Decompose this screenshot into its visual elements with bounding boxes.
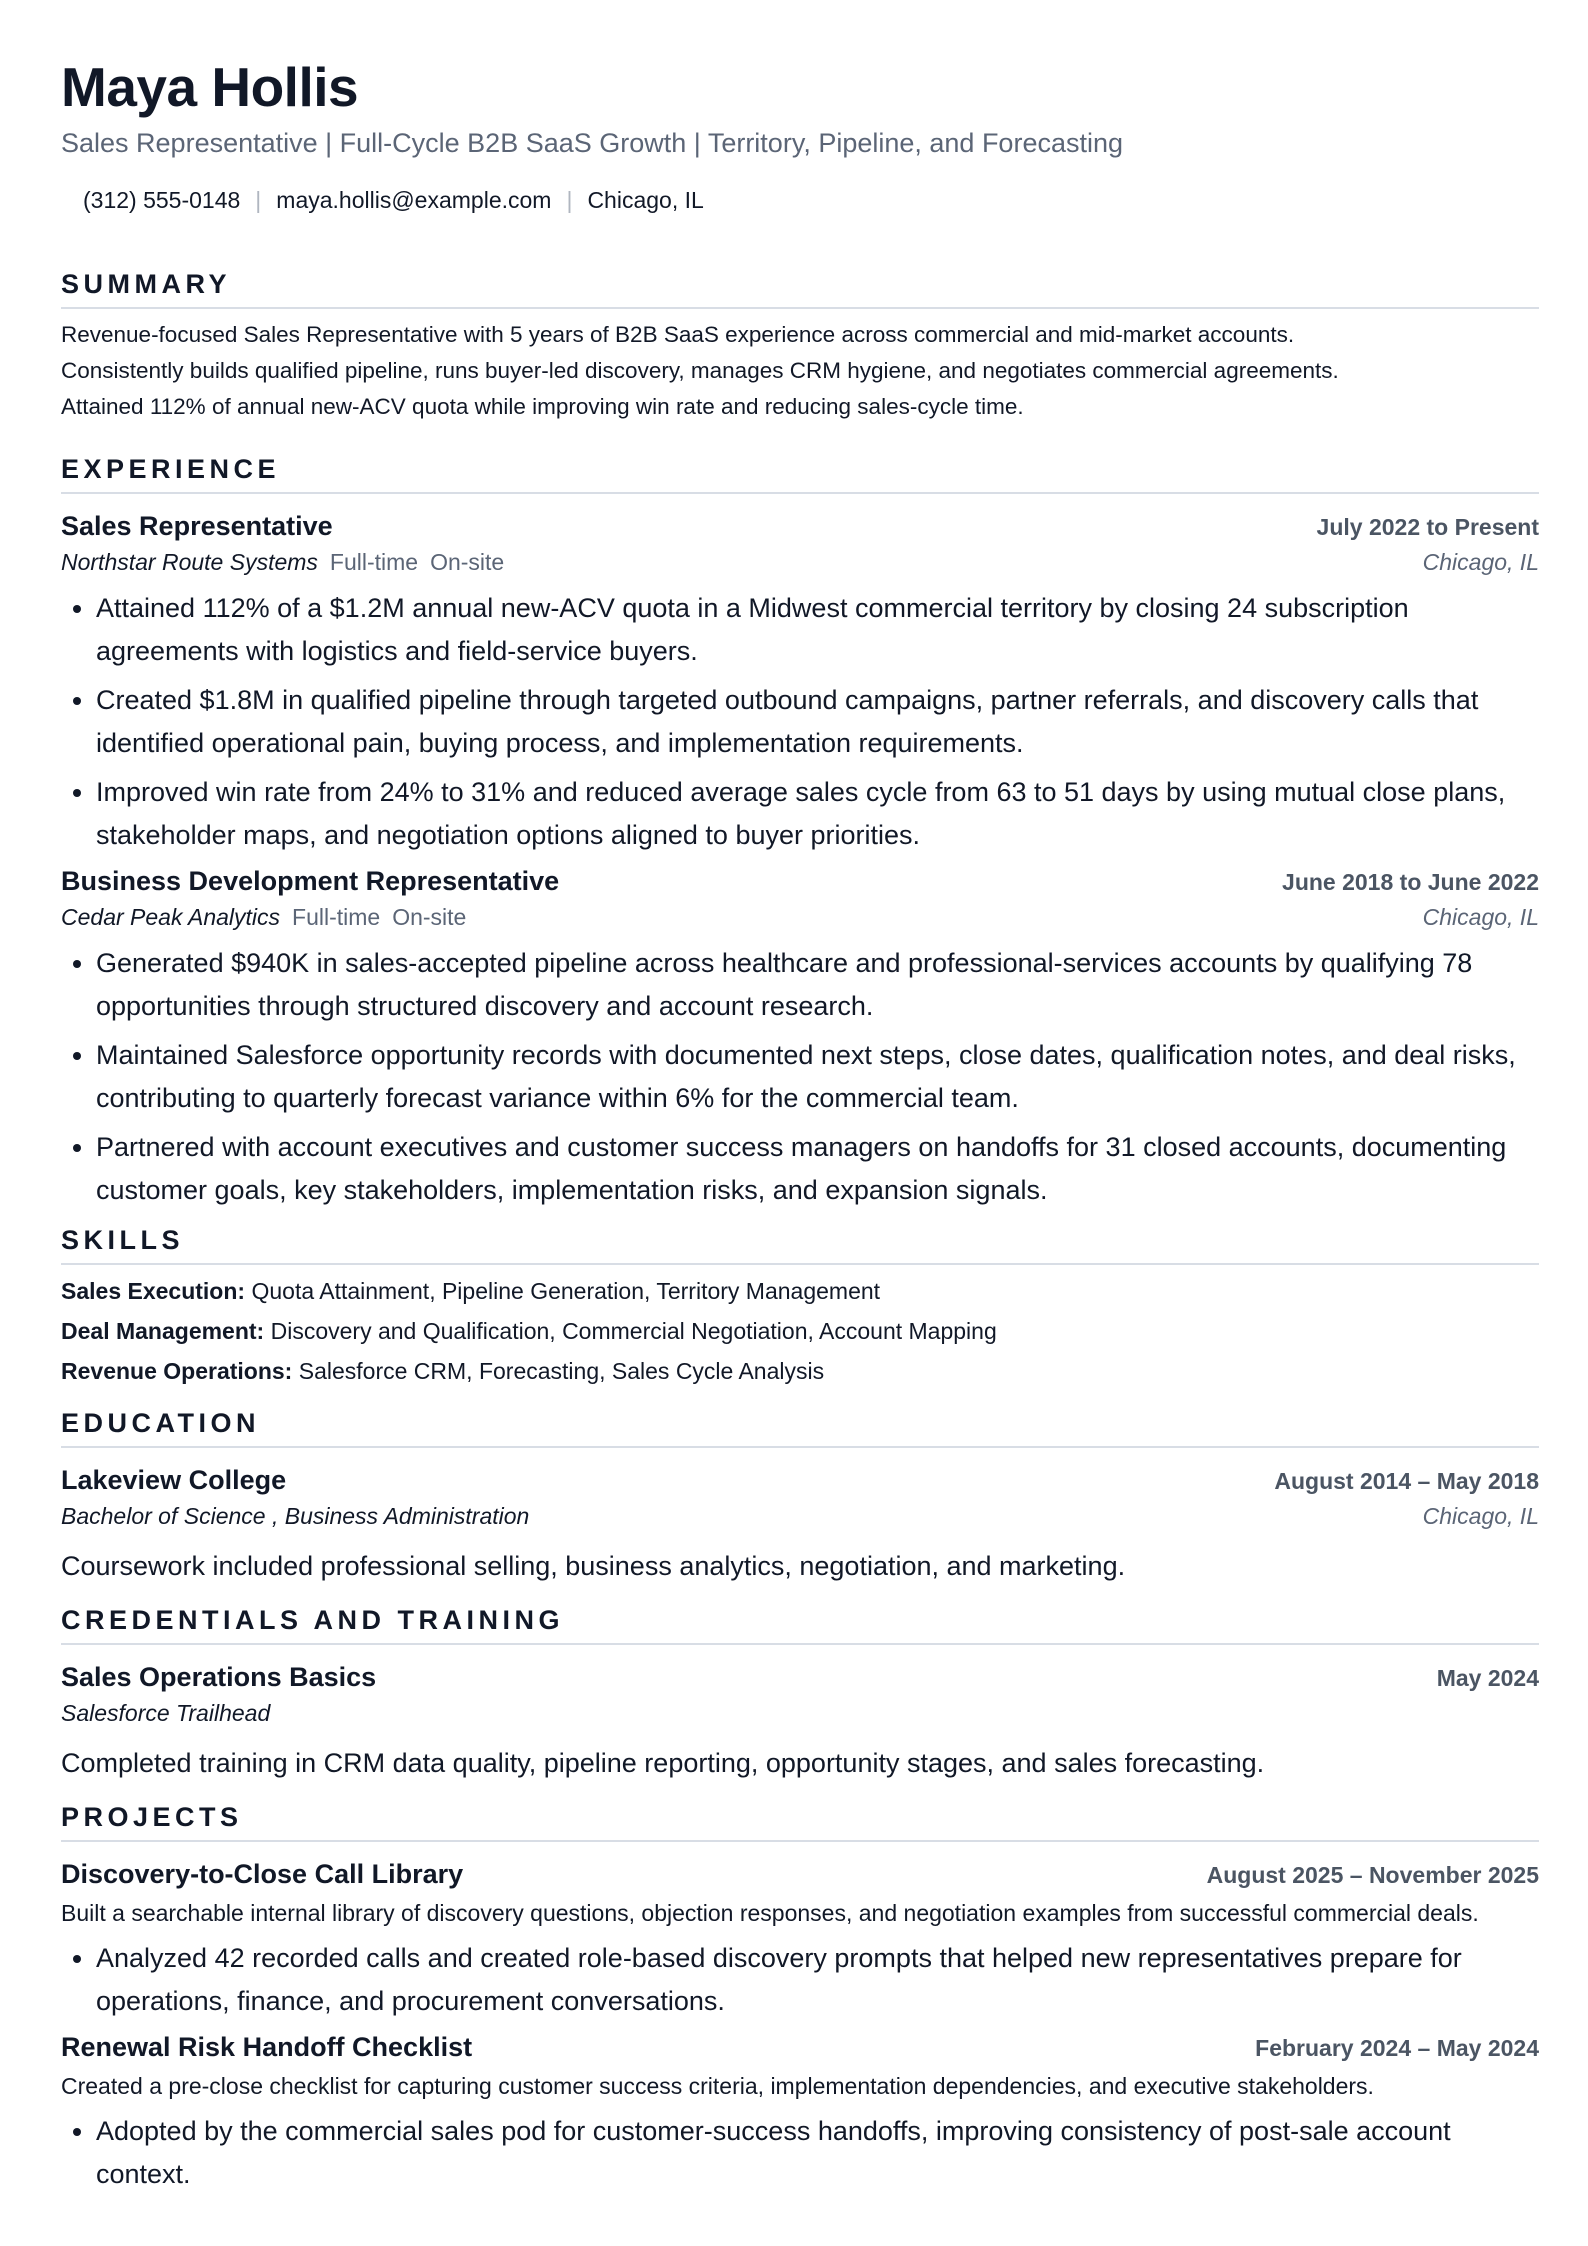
contact-separator: |: [255, 187, 262, 213]
degree: Bachelor of Science , Business Administration: [61, 1503, 530, 1529]
education-location: Chicago, IL: [1422, 1503, 1539, 1529]
project-description: Built a searchable internal library of discovery questions, objection responses, and negotiation examples from successful commercial deals.: [61, 1900, 1479, 1926]
company-name: Cedar Peak Analytics: [61, 904, 281, 930]
phone: (312) 555-0148: [83, 187, 241, 213]
skills-row: [61, 1271, 1539, 1311]
job-entry: [61, 508, 1539, 857]
job-dates: July 2022 to Present: [1316, 514, 1539, 540]
bullet-item: • Attained 112% of a $1.2M annual new-ACV quota in a Midwest commercial territory by closing 24 subscription agreements with logistics and field-service buyers.: [96, 587, 1539, 673]
job-role: Sales Representative: [61, 511, 333, 541]
skills-value: Discovery and Qualification, Commercial Negotiation, Account Mapping: [270, 1318, 997, 1344]
summary-line: Consistently builds qualified pipeline, runs buyer-led discovery, manages CRM hygiene, and negotiates commercial agreements.: [61, 358, 1339, 383]
job-bullets: [61, 587, 1539, 857]
employment-type: Full-time: [329, 549, 419, 575]
bullet-item: • Improved win rate from 24% to 31% and reduced average sales cycle from 63 to 51 days by using mutual close plans, stakeholder maps, and negotiation options aligned to buyer priorities.: [96, 771, 1539, 857]
skills-label: Sales Execution:: [61, 1278, 246, 1304]
work-mode: On-site: [392, 904, 467, 930]
skills-row: [61, 1311, 1539, 1351]
project-description: Created a pre-close checklist for capturing customer success criteria, implementation dependencies, and executive stakeholders.: [61, 2073, 1374, 2099]
contact-separator: |: [566, 187, 573, 213]
job-location: Chicago, IL: [1422, 549, 1539, 575]
headline: Sales Representative | Full-Cycle B2B SaaS Growth | Territory, Pipeline, and Forecasting: [61, 128, 1124, 158]
candidate-name: Maya Hollis: [61, 56, 359, 118]
company-name: Northstar Route Systems: [61, 549, 318, 575]
bullet-item: • Created $1.8M in qualified pipeline through targeted outbound campaigns, partner referrals, and discovery calls that identified operational pain, buying process, and implementation requirements.: [96, 679, 1539, 765]
education-note: Coursework included professional selling, business analytics, negotiation, and marketing.: [61, 1551, 1126, 1581]
project-entry: [61, 2029, 1539, 2196]
project-name: Discovery-to-Close Call Library: [61, 1859, 464, 1889]
work-mode: On-site: [430, 549, 505, 575]
project-dates: August 2025 – November 2025: [1206, 1862, 1539, 1888]
section-title-education: EDUCATION: [61, 1407, 1539, 1448]
school-name: Lakeview College: [61, 1465, 287, 1495]
section-title-projects: PROJECTS: [61, 1801, 1539, 1842]
bullet-item: • Generated $940K in sales-accepted pipeline across healthcare and professional-services accounts by qualifying 78 opportunities through structured discovery and account research.: [96, 942, 1539, 1028]
job-location: Chicago, IL: [1422, 904, 1539, 930]
bullet-item: • Maintained Salesforce opportunity records with documented next steps, close dates, qualification notes, and deal risks, contributing to quarterly forecast variance within 6% for the commercial team.: [96, 1034, 1539, 1120]
project-bullets: [61, 2110, 1539, 2196]
projects-section: [61, 1801, 1539, 2196]
skills-label: Revenue Operations:: [61, 1358, 293, 1384]
job-role: Business Development Representative: [61, 866, 560, 896]
credentials-section: [61, 1604, 1539, 1785]
education-dates: August 2014 – May 2018: [1274, 1468, 1539, 1494]
summary-line: Revenue-focused Sales Representative with 5 years of B2B SaaS experience across commercial and mid-market accounts.: [61, 322, 1295, 347]
bullet-item: • Adopted by the commercial sales pod for customer-success handoffs, improving consistency of post-sale account context.: [96, 2110, 1539, 2196]
project-bullets: [61, 1937, 1539, 2023]
bullet-item: • Partnered with account executives and customer success managers on handoffs for 31 closed accounts, documenting customer goals, key stakeholders, implementation risks, and expansion signals.: [96, 1126, 1539, 1212]
project-name: Renewal Risk Handoff Checklist: [61, 2032, 473, 2062]
section-title-experience: EXPERIENCE: [61, 453, 1539, 494]
credential-note: Completed training in CRM data quality, pipeline reporting, opportunity stages, and sales forecasting.: [61, 1748, 1265, 1778]
skills-section: [61, 1224, 1539, 1391]
summary-section: [61, 268, 1539, 425]
skills-value: Quota Attainment, Pipeline Generation, Territory Management: [251, 1278, 881, 1304]
job-bullets: [61, 942, 1539, 1212]
job-dates: June 2018 to June 2022: [1282, 869, 1539, 895]
summary-text: [61, 317, 1539, 425]
job-entry: [61, 863, 1539, 1212]
skills-row: [61, 1351, 1539, 1391]
skills-value: Salesforce CRM, Forecasting, Sales Cycle Analysis: [298, 1358, 825, 1384]
section-title-credentials: CREDENTIALS AND TRAINING: [61, 1604, 1539, 1645]
experience-section: [61, 453, 1539, 1212]
credential-issuer: Salesforce Trailhead: [61, 1700, 271, 1726]
summary-line: Attained 112% of annual new-ACV quota while improving win rate and reducing sales-cycle time.: [61, 394, 1024, 419]
employment-type: Full-time: [292, 904, 381, 930]
bullet-item: • Analyzed 42 recorded calls and created role-based discovery prompts that helped new representatives prepare for operations, finance, and procurement conversations.: [96, 1937, 1539, 2023]
section-title-skills: SKILLS: [61, 1224, 1539, 1265]
credential-name: Sales Operations Basics: [61, 1662, 377, 1692]
credential-date: May 2024: [1436, 1665, 1539, 1691]
project-dates: February 2024 – May 2024: [1255, 2035, 1539, 2061]
skills-label: Deal Management:: [61, 1318, 265, 1344]
section-title-summary: SUMMARY: [61, 268, 1539, 309]
project-entry: [61, 1856, 1539, 2023]
location: Chicago, IL: [587, 187, 704, 213]
email: maya.hollis@example.com: [276, 187, 552, 213]
contact-line: [61, 185, 1539, 215]
education-section: [61, 1407, 1539, 1588]
